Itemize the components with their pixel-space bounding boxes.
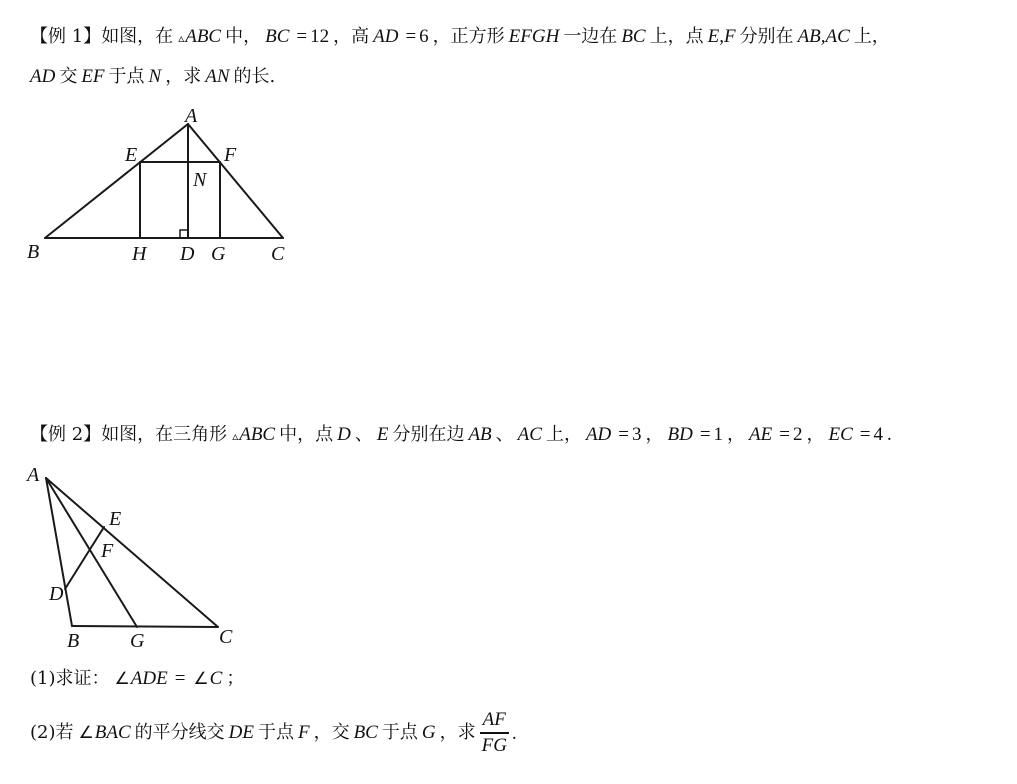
example2-figure [20, 460, 250, 655]
side-ab [45, 124, 188, 238]
math-segment: DE [228, 722, 254, 743]
point-label-c: C [271, 243, 285, 265]
text-segment: 中，点 [279, 424, 334, 445]
point-label-a: A [27, 464, 40, 486]
equals-sign: = [779, 424, 790, 445]
fraction-numerator: AF [482, 709, 506, 731]
text-segment: ， [727, 424, 746, 445]
math-segment: AD [373, 26, 399, 47]
text-segment: 如图，在 [101, 26, 174, 47]
math-segment: EC [828, 424, 853, 445]
triangle-symbol: ▵ [232, 429, 239, 443]
number-segment: 6 [419, 26, 429, 47]
math-segment: EFGH [508, 26, 560, 47]
text-segment: ，求 [439, 722, 476, 743]
math-segment: BC [265, 26, 290, 47]
text-segment: 、 [495, 424, 514, 445]
math-segment: E [376, 424, 389, 445]
math-segment: AN [205, 66, 230, 87]
point-label-g: G [211, 243, 226, 265]
math-segment: N [148, 66, 162, 87]
fraction-denominator: FG [481, 734, 507, 756]
example1-tag: 【例 1】 [30, 26, 102, 47]
number-segment: 12 [310, 26, 330, 47]
text-segment: ，高 [333, 26, 370, 47]
period: . [511, 723, 517, 744]
math-segment: C [209, 668, 223, 689]
math-segment: AB [468, 424, 492, 445]
period: . [886, 424, 892, 445]
example2-statement-line1 [30, 423, 896, 448]
text-segment: ； [226, 668, 245, 689]
text-segment: (1)求证： [30, 668, 110, 689]
point-label-n: N [193, 169, 207, 191]
example1-statement-line1 [30, 25, 890, 50]
text-segment: (2)若 [30, 722, 74, 743]
text-segment: ，求 [165, 66, 202, 87]
number-segment: 3 [632, 424, 642, 445]
equals-sign: = [405, 26, 417, 47]
math-segment: ADE [130, 668, 168, 689]
angle-symbol: ∠ [78, 723, 94, 743]
example1-statement-line2 [30, 65, 275, 89]
side-ac [46, 478, 218, 627]
point-label-f: F [224, 144, 237, 166]
math-segment: F [297, 722, 310, 743]
math-segment: AB,AC [797, 26, 850, 47]
math-segment: BC [353, 722, 378, 743]
text-segment: 如图，在三角形 [101, 424, 228, 445]
math-segment: AE [749, 424, 773, 445]
example2-part2 [30, 708, 521, 758]
text-segment: 于点 [257, 722, 294, 743]
point-label-h: H [132, 243, 147, 265]
text-segment: 上， [853, 26, 890, 47]
text-segment: 、 [354, 424, 373, 445]
text-segment: 一边在 [563, 26, 618, 47]
point-label-a: A [185, 105, 198, 127]
math-segment: D [337, 424, 351, 445]
equals-sign: = [296, 26, 308, 47]
point-label-e: E [109, 508, 122, 530]
angle-symbol: ∠ [193, 669, 209, 689]
text-segment: 中， [225, 26, 262, 47]
text-segment: 的长. [233, 66, 276, 87]
text-segment: 上， [545, 424, 582, 445]
text-segment: 上，点 [649, 26, 704, 47]
fraction-af-over-fg [480, 708, 509, 758]
text-segment: 分别在边 [392, 424, 465, 445]
point-label-b: B [27, 241, 40, 263]
math-segment: ABC [239, 424, 276, 445]
right-angle-marker [180, 230, 188, 238]
point-label-d: D [180, 243, 195, 265]
math-segment: G [421, 722, 436, 743]
text-segment: 于点 [108, 66, 145, 87]
text-segment: ，正方形 [432, 26, 505, 47]
point-label-g: G [130, 630, 145, 652]
text-segment: 的平分线交 [134, 722, 225, 743]
equals-sign: = [859, 424, 871, 445]
equals-sign: = [174, 668, 186, 689]
equals-sign: = [618, 424, 629, 445]
text-segment: 于点 [381, 722, 418, 743]
text-segment: ， [645, 424, 664, 445]
example2-part1 [30, 667, 244, 691]
example1-figure [20, 100, 310, 270]
point-label-d: D [49, 583, 64, 605]
math-segment: BAC [94, 722, 131, 743]
point-label-c: C [219, 626, 233, 648]
math-segment: AD [30, 66, 56, 87]
math-segment: AC [517, 424, 542, 445]
math-segment: EF [81, 66, 105, 87]
math-segment: AD [585, 424, 612, 445]
math-segment: ABC [185, 26, 222, 47]
equals-sign: = [699, 424, 711, 445]
text-segment: 交 [59, 66, 78, 87]
math-segment: BD [667, 424, 693, 445]
number-segment: 4 [873, 424, 883, 445]
text-segment: ，交 [313, 722, 350, 743]
angle-symbol: ∠ [114, 669, 130, 689]
point-label-e: E [125, 144, 138, 166]
example2-tag: 【例 2】 [30, 424, 102, 445]
side-bc [72, 626, 218, 627]
number-segment: 2 [792, 424, 803, 445]
text-segment: 分别在 [739, 26, 794, 47]
text-segment: ， [806, 424, 825, 445]
segment-de [65, 527, 104, 589]
point-label-f: F [101, 540, 114, 562]
point-label-b: B [67, 630, 80, 652]
number-segment: 1 [713, 424, 724, 445]
math-segment: E,F [707, 26, 736, 47]
math-segment: BC [621, 26, 646, 47]
triangle-symbol: ▵ [178, 31, 185, 45]
